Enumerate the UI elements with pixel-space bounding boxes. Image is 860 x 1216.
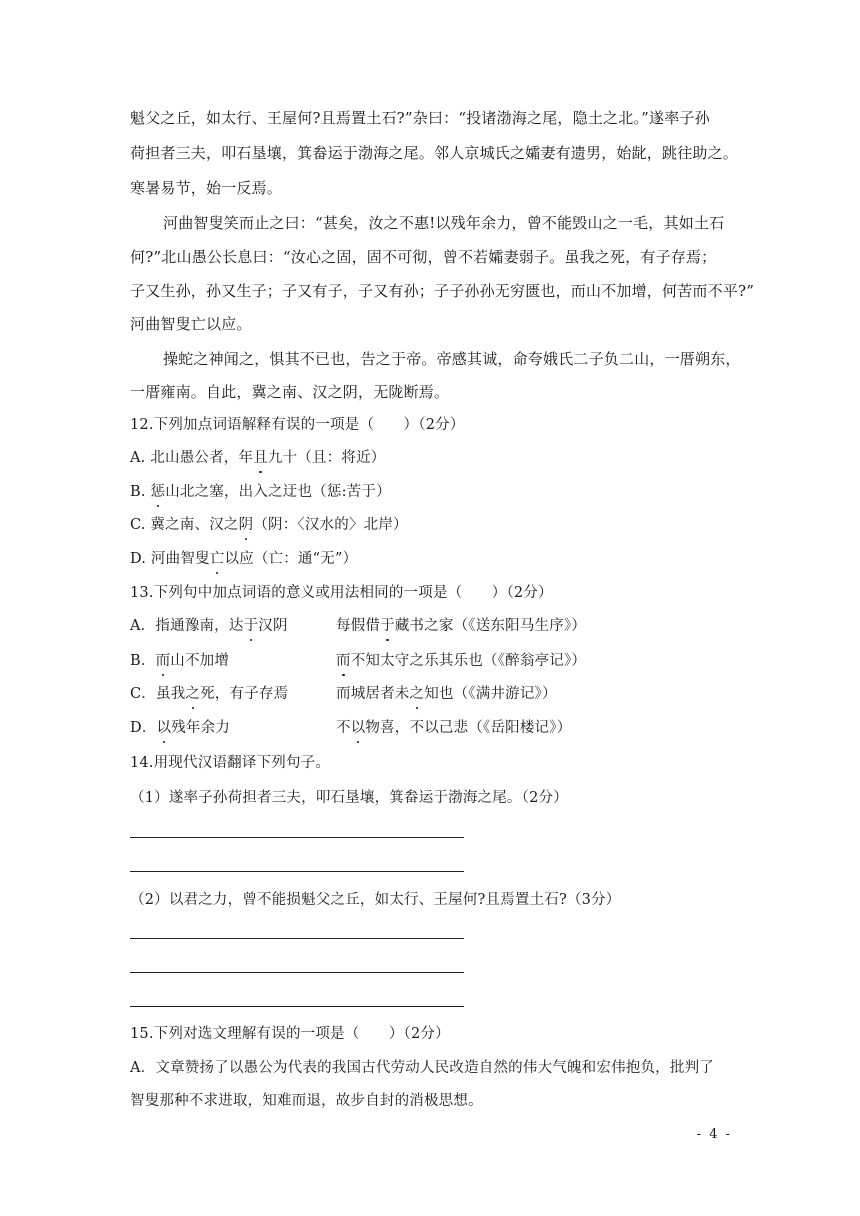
passage-line: 河曲智叟亡以应。 bbox=[130, 315, 252, 333]
question-14-stem: 14.用现代汉语翻译下列句子。 bbox=[130, 755, 331, 771]
question-13-option-a-right bbox=[336, 616, 586, 636]
question-13-stem: 13.下列句中加点词语的意义或用法相同的一项是（ ）（2分） bbox=[130, 585, 553, 601]
option-text: 而城居者未 bbox=[336, 686, 410, 702]
answer-line[interactable] bbox=[130, 938, 464, 939]
question-13-option-d-right bbox=[336, 718, 571, 738]
answer-line[interactable] bbox=[130, 837, 464, 838]
answer-line[interactable] bbox=[130, 972, 464, 973]
question-12-option-b bbox=[130, 482, 391, 502]
option-text: 九十（且：将近） bbox=[267, 450, 386, 466]
dotted-word: 而 bbox=[155, 653, 171, 669]
option-text: 汉阴 bbox=[258, 618, 288, 634]
option-text: 知也（《满井游记》） bbox=[424, 686, 557, 702]
passage-line: 寒暑易节，始一反焉。 bbox=[130, 179, 283, 197]
passage-line: 一厝雍南。自此，冀之南、汉之阴，无陇断焉。 bbox=[130, 383, 450, 401]
dotted-word: 以 bbox=[156, 720, 172, 736]
question-13-option-c-left bbox=[130, 684, 288, 704]
option-text: D． bbox=[130, 720, 157, 736]
option-text: D. 河曲智叟 bbox=[130, 551, 210, 567]
question-13-option-a-left bbox=[130, 616, 288, 636]
answer-line[interactable] bbox=[130, 1006, 464, 1007]
question-13-option-c-right bbox=[336, 684, 557, 704]
question-13-option-d-left bbox=[130, 718, 230, 738]
question-12-option-c bbox=[130, 515, 408, 535]
option-text: 死，有子存焉 bbox=[200, 686, 289, 702]
question-15-stem: 15.下列对选文理解有误的一项是（ ）（2分） bbox=[130, 1026, 450, 1042]
option-text: A. 北山愚公者，年 bbox=[130, 450, 254, 466]
question-15-option-a-cont: 智叟那种不求进取，知难而退，故步自封的消极思想。 bbox=[130, 1093, 483, 1109]
passage-line: 子又生孙，孙又生子；子又有子，子又有孙；子子孙孙无穷匮也，而山不加增，何苦而不平?” bbox=[130, 282, 755, 300]
dotted-word: 于 bbox=[243, 618, 259, 634]
dotted-word: 之 bbox=[409, 686, 425, 702]
dotted-word: 阴 bbox=[238, 517, 254, 533]
question-12-option-d bbox=[130, 549, 357, 569]
dotted-word: 而 bbox=[336, 653, 351, 669]
option-text: 不 bbox=[336, 720, 351, 736]
option-text: C. 冀之南、汉之 bbox=[130, 517, 239, 533]
question-14-sentence-1: （1）遂率子孙荷担者三夫，叩石垦壤，箕畚运于渤海之尾。（2分） bbox=[130, 790, 568, 806]
passage-line: 荷担者三夫，叩石垦壤，箕畚运于渤海之尾。邻人京城氏之孀妻有遗男，始龀，跳往助之。 bbox=[130, 144, 739, 162]
option-text: 物喜，不以己悲（《岳阳楼记》） bbox=[365, 720, 572, 736]
dotted-word: 以 bbox=[350, 720, 366, 736]
option-text: C．虽我 bbox=[130, 686, 186, 702]
option-text: 藏书之家（《送东阳马生序》） bbox=[394, 618, 587, 634]
dotted-word: 且 bbox=[253, 450, 268, 466]
dotted-word: 亡 bbox=[209, 551, 225, 567]
option-text: A．指通豫南，达 bbox=[130, 618, 244, 634]
question-15-option-a: A．文章赞扬了以愚公为代表的我国古代劳动人民改造自然的伟大气魄和宏伟抱负，批判了 bbox=[130, 1060, 714, 1076]
option-text: 不知太守之乐其乐也（《醉翁亭记》） bbox=[350, 653, 587, 669]
question-13-option-b-left bbox=[130, 651, 229, 671]
question-13-option-b-right bbox=[336, 651, 586, 671]
option-text: 以应（亡：通“无”） bbox=[224, 551, 358, 567]
option-text: 山不加增 bbox=[170, 653, 230, 669]
option-text: B. bbox=[130, 484, 151, 500]
dotted-word: 于 bbox=[380, 618, 395, 634]
passage-line: 魁父之丘，如太行、王屋何?且焉置土石?”杂曰：“投诸渤海之尾，隐土之北。”遂率子孙 bbox=[130, 109, 710, 127]
dotted-word: 之 bbox=[185, 686, 201, 702]
option-text: B． bbox=[130, 653, 156, 669]
option-text: 山北之塞，出入之迂也（惩:苦于） bbox=[165, 484, 391, 500]
question-14-sentence-2: （2）以君之力，曾不能损魁父之丘，如太行、王屋何?且焉置土石?（3分） bbox=[130, 892, 621, 908]
answer-line[interactable] bbox=[130, 871, 464, 872]
question-12-stem: 12.下列加点词语解释有误的一项是（ ）（2分） bbox=[130, 417, 465, 433]
passage-line: 何?”北山愚公长息曰：“汝心之固，固不可彻，曾不若孀妻弱子。虽我之死，有子存焉； bbox=[130, 248, 717, 266]
option-text: （阴：〈汉水的〉北岸） bbox=[253, 517, 408, 533]
question-12-option-a bbox=[130, 448, 386, 468]
passage-line: 河曲智叟笑而止之曰：“甚矣，汝之不惠!以残年余力，曾不能毁山之一毛，其如土石 bbox=[163, 214, 725, 232]
dotted-word: 惩 bbox=[150, 484, 166, 500]
page-number: - 4 - bbox=[696, 1127, 732, 1142]
passage-line: 操蛇之神闻之，惧其不已也，告之于帝。帝感其诚，命夸娥氏二子负二山，一厝朔东， bbox=[163, 350, 741, 368]
option-text: 残年余力 bbox=[171, 720, 231, 736]
option-text: 每假借 bbox=[336, 618, 381, 634]
